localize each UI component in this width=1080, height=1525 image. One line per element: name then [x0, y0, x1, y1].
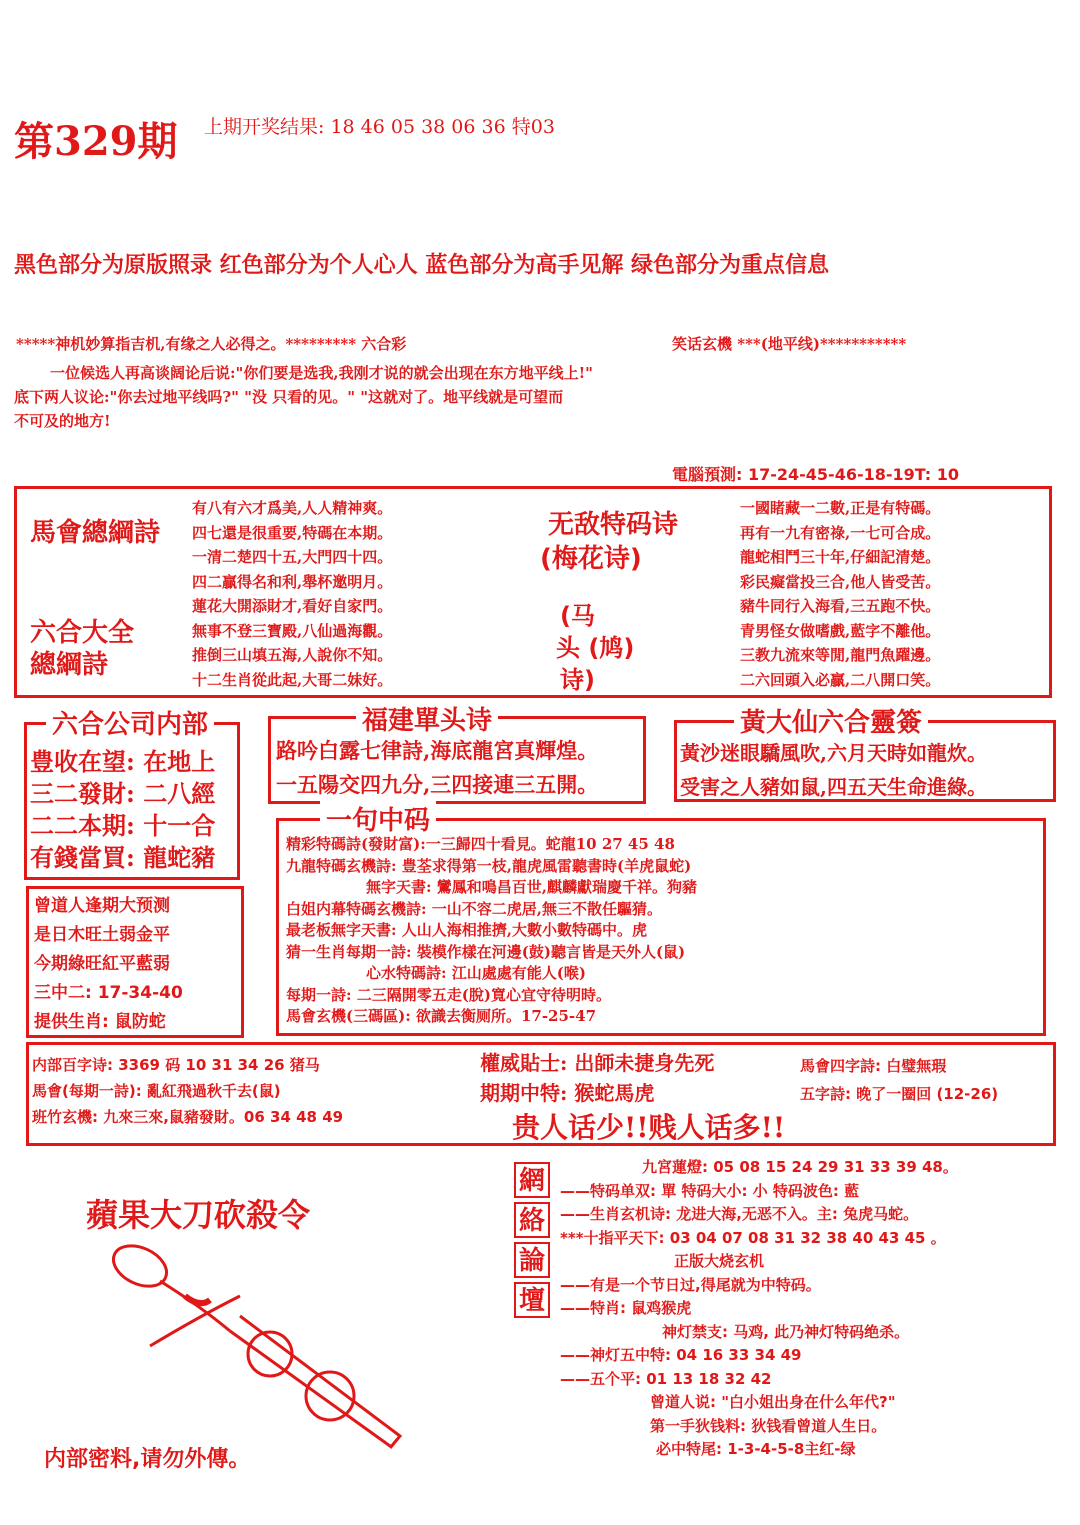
- inner-right-list: [800, 1052, 998, 1108]
- yiju-title: 一句中码: [320, 800, 436, 837]
- poem-left-line: 有八有六才爲美,人人精神爽。: [192, 499, 393, 517]
- yiju-line: 九龍特碼玄機詩: 豊荃求得第一枝,龍虎風雷聽書時(羊虎鼠蛇): [286, 856, 692, 875]
- legend-line: 黑色部分为原版照录 红色部分为个人心人 蓝色部分为高手见解 绿色部分为重点信息: [14, 253, 829, 278]
- joke-line-3: 不可及的地方!: [14, 412, 111, 430]
- poem-right-line: 再有一九有密祿,一七可合成。: [740, 523, 941, 542]
- forum-line: 神灯禁支: 马鸡, 此乃神灯特码绝杀。: [662, 1322, 910, 1341]
- poem-mid-title-c: (马: [560, 602, 595, 630]
- poem-left-line: 四二贏得名和利,舉杯邀明月。: [192, 572, 393, 591]
- inner-right-line: 五字詩: 晚了一圈回 (12-26): [800, 1085, 999, 1103]
- apple-title: 蘋果大刀砍殺令: [86, 1196, 311, 1234]
- inner-mid-list: [480, 1048, 714, 1108]
- forum-line: 正版大烧玄机: [674, 1252, 765, 1270]
- inner-mid-line: 期期中特: 猴蛇馬虎: [480, 1081, 655, 1105]
- yiju-line: 白姐内幕特碼玄機詩: 一山不容二虎居,無三不散任驅猜。: [286, 899, 662, 918]
- computer-predict: 電腦預測: 17-24-45-46-18-19T: 10: [672, 465, 960, 484]
- yiju-line: 最老板無字天書: 人山人海相推擠,大數小數特碼中。虎: [286, 921, 647, 939]
- poem-right-line: 龍蛇相鬥三十年,仔細記清楚。: [740, 548, 941, 566]
- poem-title-2b: 總綱詩: [30, 650, 109, 680]
- forum-title-char: 絡: [514, 1202, 550, 1238]
- yiju-line: 精彩特碼詩(發財富):一三歸四十看見。蛇龍10 27 45 48: [286, 835, 675, 853]
- huang-title: 黃大仙六合靈簽: [734, 702, 928, 739]
- inner-mid-line: 權威貼士: 出師未捷身先死: [480, 1051, 715, 1075]
- company-list: [30, 746, 215, 874]
- forum-line: ——特肖: 鼠鸡猴虎: [560, 1299, 692, 1317]
- apple-footer: 内部密料,请勿外傳。: [44, 1447, 251, 1472]
- zengdao-line: 提供生肖: 鼠防蛇: [34, 1012, 166, 1032]
- fujian-list: [276, 734, 598, 802]
- inner-slogan: 贵人话少!!贱人话多!!: [512, 1111, 786, 1144]
- poem-mid-title-b: (梅花诗): [540, 544, 642, 574]
- yiju-line: 心水特碼詩: 江山處處有能人(喉): [366, 964, 586, 982]
- yiju-line: 猜一生肖每期一詩: 裝模作樣在河邊(鼓)聽言皆是天外人(鼠): [286, 942, 686, 961]
- forum-line: ——特码单双: 單 特码大小: 小 特码波色: 藍: [560, 1181, 860, 1200]
- poem-right-line: 青男怪女做嗜戲,藍字不離他。: [740, 621, 941, 640]
- inner-left-line: 馬會(每期一詩): 亂紅飛過秋千去(鼠): [32, 1082, 281, 1100]
- poem-right-line: 二六回頭入必贏,二八開口笑。: [740, 670, 941, 689]
- joke-line-1: 一位候选人再高谈阔论后说:"你们要是选我,我刚才说的就会出现在东方地平线上!": [50, 364, 593, 382]
- forum-line: ——五个平: 01 13 18 32 42: [560, 1369, 772, 1388]
- poem-mid-title-a: 无敌特码诗: [548, 510, 679, 540]
- poem-right-line: 一國睹藏一二數,正是有特碼。: [740, 499, 941, 517]
- forum-line: 必中特尾: 1-3-4-5-8主红-绿: [656, 1440, 856, 1458]
- yiju-line: 每期一詩: 二三隔開零五走(脫)寬心宜守待明時。: [286, 985, 611, 1004]
- poem-left-list: [192, 496, 392, 692]
- inner-right-line: 馬會四字詩: 白璧無瑕: [800, 1057, 947, 1075]
- poem-right-list: [740, 496, 940, 692]
- forum-line: ——神灯五中特: 04 16 33 34 49: [560, 1346, 802, 1364]
- inner-left-list: [32, 1052, 343, 1130]
- joke-head-left: *****神机妙算指吉机,有缘之人必得之。********* 六合彩: [16, 335, 407, 353]
- company-title: 六合公司内部: [46, 704, 214, 741]
- forum-title-char: 壇: [514, 1282, 550, 1318]
- zengdao-list: [34, 892, 183, 1037]
- inner-left-line: 内部百字诗: 3369 码 10 31 34 26 猪马: [32, 1056, 320, 1074]
- company-line: 三二發財: 二八經: [30, 779, 216, 808]
- poem-left-line: 無事不登三寶殿,八仙過海觀。: [192, 621, 393, 640]
- poem-right-line: 豬牛同行入海看,三五跑不快。: [740, 597, 941, 615]
- poem-right-line: 三教九流來等閒,龍門魚躍邊。: [740, 646, 941, 664]
- fujian-line: 一五陽交四九分,三四接連三五開。: [276, 772, 599, 797]
- poem-mid-title-e: 诗): [560, 666, 595, 694]
- forum-line: 第一手狄钱料: 狄钱看曾道人生日。: [650, 1416, 887, 1435]
- joke-head-right: 笑话玄機 ***(地平线)***********: [672, 335, 907, 353]
- forum-line: 九宮蓮燈: 05 08 15 24 29 31 33 39 48。: [642, 1158, 958, 1176]
- company-line: 有錢當買: 龍蛇豬: [30, 843, 216, 872]
- poem-left-line: 一清二楚四十五,大門四十四。: [192, 548, 393, 566]
- forum-list: [560, 1156, 958, 1462]
- fujian-title: 福建單头诗: [356, 700, 498, 737]
- zengdao-line: 曾道人逢期大预测: [34, 896, 170, 916]
- zengdao-line: 三中二: 17-34-40: [34, 983, 183, 1003]
- poem-left-line: 推倒三山填五海,人說你不知。: [192, 646, 393, 664]
- company-line: 豊收在望: 在地上: [30, 747, 216, 776]
- poem-title-1: 馬會總綱詩: [30, 518, 161, 548]
- huang-line: 受害之人豬如鼠,四五天生命進綠。: [680, 775, 987, 799]
- sword-image: [90, 1236, 420, 1466]
- fujian-line: 路吟白露七律詩,海底龍宮真輝煌。: [276, 738, 599, 763]
- forum-line: 曾道人说: "白小姐出身在什么年代?": [650, 1393, 896, 1411]
- yiju-line: 無字天書: 鸞鳳和鳴昌百世,麒麟獻瑞慶千祥。狗豬: [366, 878, 697, 896]
- joke-line-2: 底下两人议论:"你去过地平线吗?" "没 只看的见。" "这就对了。地平线就是可望而: [14, 388, 564, 406]
- poem-title-2a: 六合大全: [30, 618, 135, 648]
- poem-left-line: 蓮花大開添財才,看好自家門。: [192, 597, 393, 615]
- poem-left-line: 十二生肖從此起,大哥二妹好。: [192, 670, 393, 689]
- poem-right-line: 彩民癡當投三合,他人皆受苦。: [740, 572, 941, 591]
- forum-title-char: 網: [514, 1162, 550, 1198]
- zengdao-line: 今期綠旺紅平藍弱: [34, 954, 170, 974]
- zengdao-line: 是日木旺土弱金平: [34, 925, 170, 945]
- forum-line: ——有是一个节日过,得尾就为中特码。: [560, 1275, 821, 1294]
- huang-line: 黃沙迷眼驕風吹,六月天時如龍炊。: [680, 741, 987, 765]
- huang-list: [680, 736, 987, 804]
- inner-left-line: 班竹玄機: 九來三來,鼠豬發財。06 34 48 49: [32, 1108, 344, 1126]
- issue-number: 第329期: [14, 118, 178, 165]
- company-line: 二二本期: 十一合: [30, 811, 216, 840]
- forum-line: ***十指平天下: 03 04 07 08 31 32 38 40 43 45 。: [560, 1228, 946, 1247]
- forum-line: ——生肖玄机诗: 龙进大海,无恶不入。主: 兔虎马蛇。: [560, 1205, 919, 1223]
- yiju-list: [286, 834, 697, 1028]
- forum-vertical-title: [514, 1162, 550, 1322]
- poem-left-line: 四七還是很重要,特碼在本期。: [192, 523, 393, 542]
- last-result: 上期开奖结果: 18 46 05 38 06 36 特03: [204, 116, 555, 138]
- yiju-line: 馬會玄機(三碼區): 欲識去衡厕所。17-25-47: [286, 1007, 597, 1025]
- poem-mid-title-d: 头 (鸠): [556, 634, 635, 662]
- forum-title-char: 論: [514, 1242, 550, 1278]
